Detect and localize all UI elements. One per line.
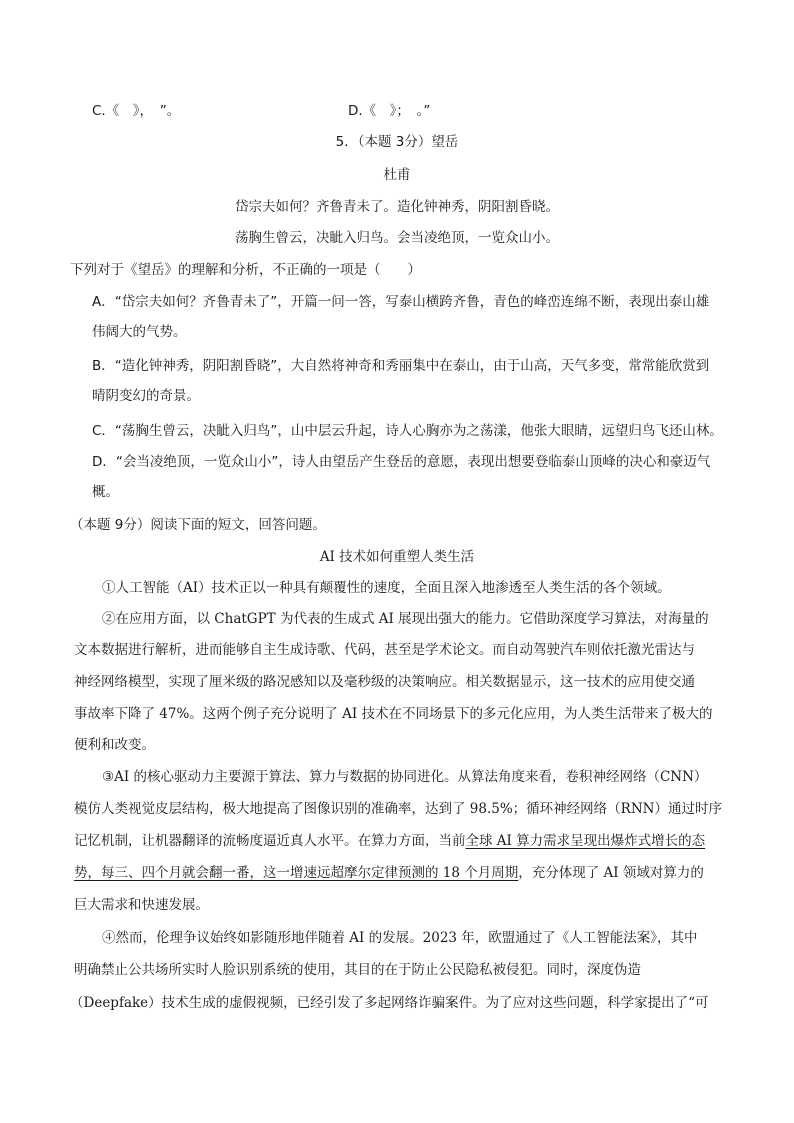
paragraph-3-line-1: ③AI 的核心驱动力主要源于算法、算力与数据的协同进化。从算法角度来看，卷积神经网络（CNN） [102,769,708,785]
paragraph-4-line-1: ④然而，伦理争议始终如影随形地伴随着 AI 的发展。2023 年，欧盟通过了《人工智能法案》，其中 [102,930,698,946]
underlined-sentence-part-1: 全球 AI 算力需求呈现出爆炸式增长的态 [465,833,706,849]
poem-line-1: 岱宗夫如何？齐鲁青未了。造化钟神秀，阴阳割昏晓。 [235,199,559,215]
option-d-line-1: D．“会当凌绝顶，一览众山小”，诗人由望岳产生登岳的意愿，表现出想要登临泰山顶峰的决心和豪迈气 [92,454,711,470]
question-5-header: 5．（本题 3分）望岳 [335,134,459,150]
option-c-prev: C.《 》， ”。 [92,103,181,119]
paragraph-3-line-5: 巨大需求和快速发展。 [74,897,209,913]
option-c-line-1: C．“荡胸生曾云，决眦入归鸟”，山中层云升起，诗人心胸亦为之荡漾，他张大眼睛，远望归鸟飞还山林。 [92,423,723,439]
paragraph-4-line-3: （Deepfake）技术生成的虚假视频，已经引发了多起网络诈骗案件。为了应对这些问题，科学家提出了“可 [70,995,709,1011]
option-b-line-2: 晴阴变幻的奇景。 [92,388,200,404]
paragraph-2-line-3: 神经网络模型，实现了厘米级的路况感知以及毫秒级的决策响应。相关数据显示，这一技术的应用使交通 [74,674,695,690]
paragraph-1: ①人工智能（AI）技术正以一种具有颠覆性的速度，全面且深入地渗透至人类生活的各个领域。 [102,580,671,596]
option-a-line-2: 伟阔大的气势。 [92,324,187,340]
option-b-line-1: B．“造化钟神秀，阴阳割昏晓”，大自然将神奇和秀丽集中在泰山，由于山高，天气多变，常常能欣赏到 [92,358,710,374]
poem-author: 杜甫 [383,167,411,183]
paragraph-4-line-2: 明确禁止公共场所实时人脸识别系统的使用，其目的在于防止公民隐私被侵犯。同时，深度伪造 [74,962,641,978]
poem-line-2: 荡胸生曾云，决眦入归鸟。会当凌绝顶，一览众山小。 [235,230,559,246]
question-5-stem: 下列对于《望岳》的理解和分析，不正确的一项是（ ） [70,262,421,278]
article-title: AI 技术如何重塑人类生活 [319,549,475,565]
reading-intro: （本题 9分）阅读下面的短文，回答问题。 [70,517,326,533]
paragraph-2-line-2: 文本数据进行解析，进而能够自主生成诗歌、代码，甚至是学术论文。而自动驾驶汽车则依托激光雷达与 [74,642,695,658]
paragraph-3-line-3-text: 记忆机制，让机器翻译的流畅度逼近真人水平。在算力方面，当前 [74,833,466,849]
paragraph-2-line-5: 便利和改变。 [74,737,155,753]
paragraph-3-line-2: 模仿人类视觉皮层结构，极大地提高了图像识别的准确率，达到了 98.5%；循环神经网络（RNN）通过时序 [74,801,722,817]
underlined-sentence-part-2: 势，每三、四个月就会翻一番，这一增速远超摩尔定律预测的 18 个月周期 [74,865,519,881]
option-d-prev: D.《 》； 。” [348,103,431,119]
paragraph-3-line-3 [74,831,705,851]
paragraph-2-line-1: ②在应用方面，以 ChatGPT 为代表的生成式 AI 展现出强大的能力。它借助深度学习算法，对海量的 [102,611,709,627]
paragraph-3-line-4 [74,863,704,883]
option-d-line-2: 概。 [92,484,119,500]
option-a-line-1: A．“岱宗夫如何？齐鲁青未了”，开篇一问一答，写泰山横跨齐鲁，青色的峰峦连绵不断，表现出泰山雄 [92,294,710,310]
paragraph-3-line-4-tail: ，充分体现了 AI 领域对算力的 [518,865,704,881]
paragraph-2-line-4: 事故率下降了 47%。这两个例子充分说明了 AI 技术在不同场景下的多元化应用，为人类生活带来了极大的 [74,706,713,722]
